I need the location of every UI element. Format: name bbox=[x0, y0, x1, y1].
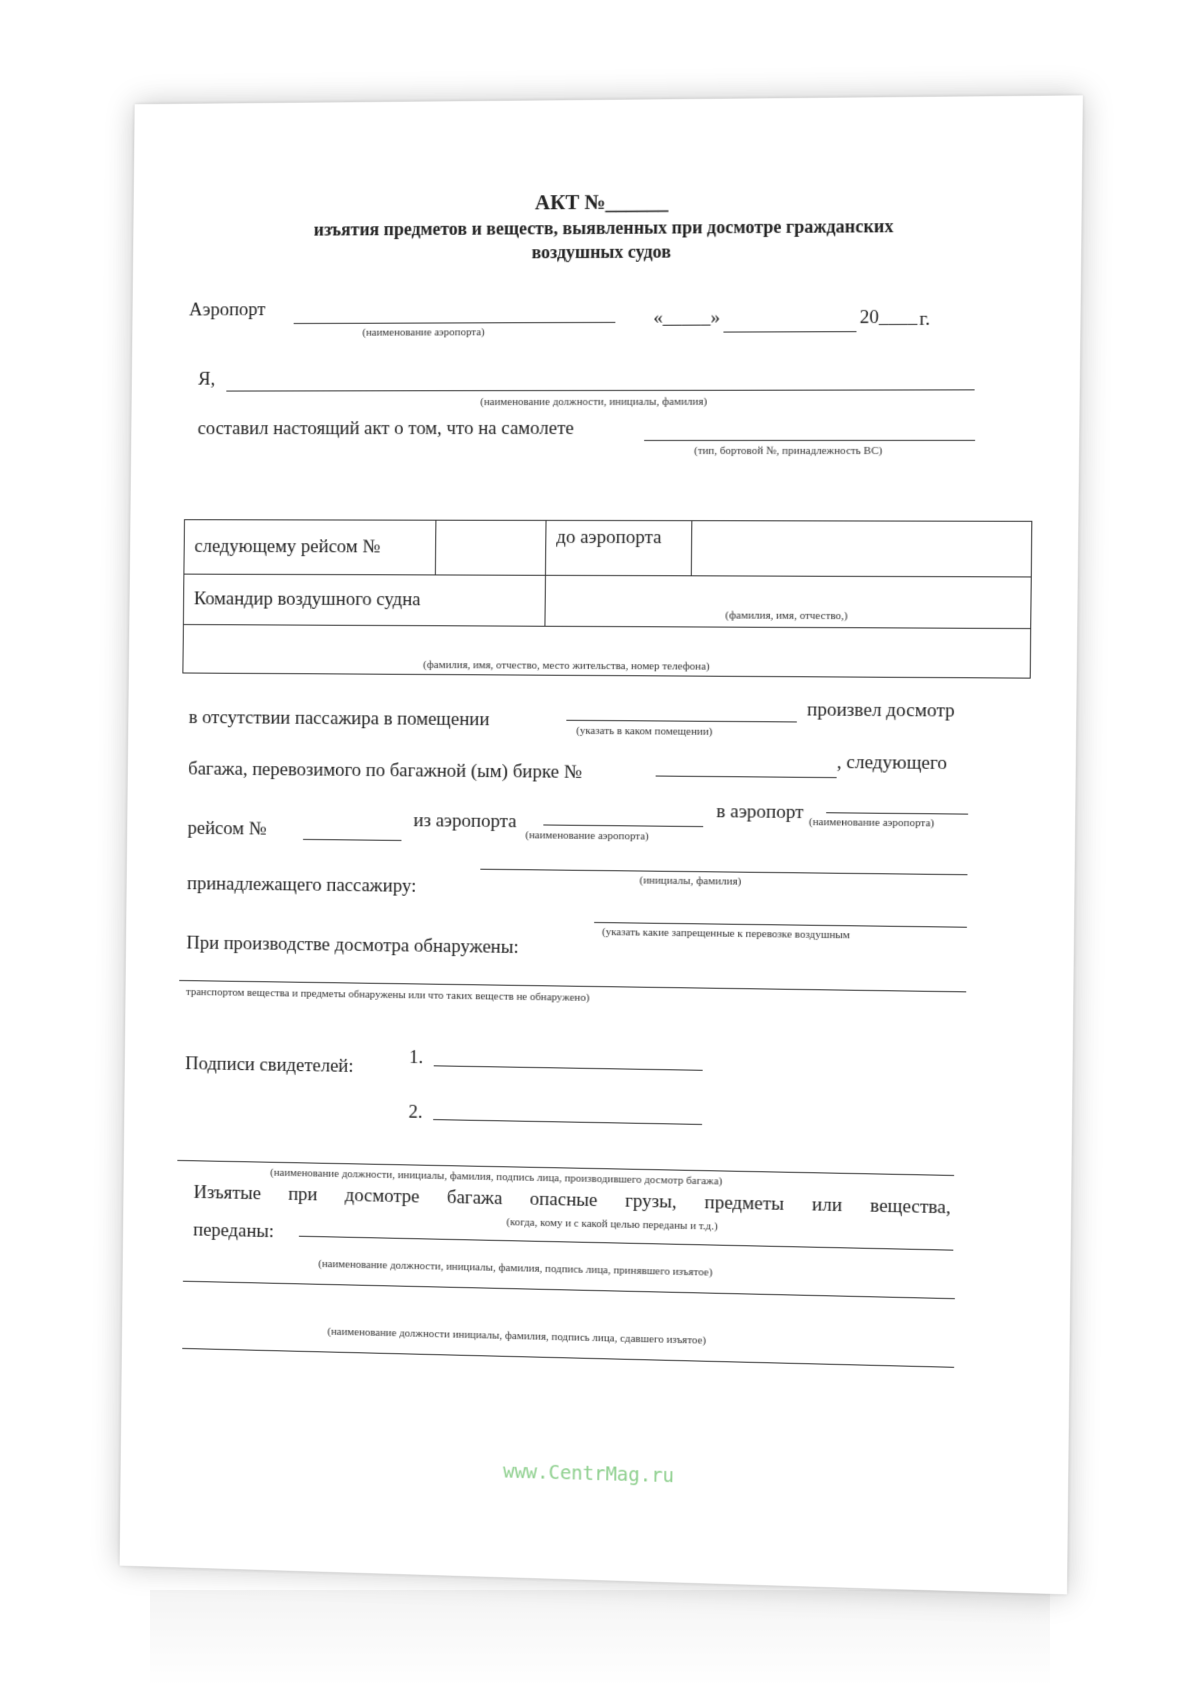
witness-2-line bbox=[433, 1119, 702, 1125]
found-caption-2: транспортом вещества и предметы обнаружены или что таких веществ не обнаружено) bbox=[185, 986, 590, 1004]
transferred-caption: (когда, кому и с какой целью переданы и т.д.) bbox=[506, 1216, 718, 1233]
me-line bbox=[226, 389, 974, 391]
seized-word: опасные bbox=[529, 1188, 598, 1212]
flight-number-label-cell bbox=[184, 520, 436, 575]
act-title: АКТ №______ bbox=[534, 189, 669, 215]
aircraft-caption: (тип, бортовой №, принадлежность ВС) bbox=[694, 444, 883, 458]
from-line bbox=[543, 824, 703, 827]
commander-caption: (фамилия, имя, отчество,) bbox=[725, 609, 848, 623]
giver-line bbox=[182, 1348, 954, 1368]
document-sheet bbox=[120, 95, 1083, 1594]
next-label: , следующего bbox=[836, 751, 948, 775]
airport-label: Аэропорт bbox=[188, 299, 266, 321]
witnesses-label: Подписи свидетелей: bbox=[185, 1053, 354, 1077]
destination-cell bbox=[691, 521, 1032, 577]
room-caption: (указать в каком помещении) bbox=[576, 724, 713, 738]
date-suffix: г. bbox=[919, 308, 931, 330]
transferred-label: переданы: bbox=[193, 1219, 275, 1243]
destination-label: до аэропорта bbox=[556, 526, 662, 549]
to-line bbox=[826, 812, 968, 814]
date-year: 20____ bbox=[859, 306, 918, 329]
witness-2-number: 2. bbox=[408, 1101, 423, 1123]
seized-word: или bbox=[811, 1194, 843, 1217]
from-label: из аэропорта bbox=[413, 810, 517, 833]
receiver-line bbox=[183, 1281, 955, 1299]
to-label: в аэропорт bbox=[716, 801, 804, 824]
seized-word: багажа bbox=[446, 1187, 503, 1210]
route-flight-label: рейсом № bbox=[187, 817, 267, 840]
seized-word: при bbox=[288, 1183, 318, 1206]
seized-word: досмотре bbox=[344, 1185, 420, 1208]
flight-table bbox=[182, 519, 1032, 678]
compiled-label: составил настоящий акт о том, что на самолете bbox=[197, 417, 575, 440]
seized-word: Изъятые bbox=[193, 1182, 262, 1205]
commander-label: Командир воздушного судна bbox=[193, 588, 421, 611]
seized-sentence bbox=[194, 1182, 951, 1219]
baggage-label: багажа, перевозимого по багажной (ым) бирке № bbox=[188, 758, 582, 783]
tag-line bbox=[656, 776, 837, 779]
me-caption: (наименование должности, инициалы, фамилия) bbox=[480, 395, 708, 409]
owner-label: принадлежащего пассажиру: bbox=[186, 873, 417, 897]
inspected-label: произвел досмотр bbox=[806, 699, 955, 722]
found-label: При производстве досмотра обнаружены: bbox=[186, 932, 519, 958]
date-day: «_____» bbox=[653, 307, 721, 329]
airport-caption: (наименование аэропорта) bbox=[362, 326, 485, 339]
destination-label-cell bbox=[545, 520, 691, 575]
receiver-caption: (наименование должности, инициалы, фамилия, подпись лица, принявшего изъятое) bbox=[318, 1257, 713, 1279]
person-caption: (фамилия, имя, отчество, место жительства, номер телефона) bbox=[422, 659, 710, 673]
inspector-caption: (наименование должности, инициалы, фамилия, подпись лица, производившего досмотр багажа) bbox=[270, 1166, 723, 1188]
room-line bbox=[566, 720, 797, 723]
from-caption: (наименование аэропорта) bbox=[525, 829, 649, 843]
route-flight-line bbox=[303, 839, 401, 841]
act-subtitle-line1: изъятия предметов и веществ, выявленных при досмотре гражданских bbox=[313, 216, 894, 240]
commander-label-cell bbox=[183, 574, 545, 626]
owner-line bbox=[480, 869, 967, 876]
commander-cell bbox=[545, 575, 1031, 628]
transferred-line bbox=[299, 1236, 953, 1251]
page-reflection bbox=[150, 1590, 1050, 1686]
watermark: www.CentrMag.ru bbox=[502, 1460, 675, 1488]
me-label: Я, bbox=[198, 368, 216, 390]
absent-label: в отсутствии пассажира в помещении bbox=[188, 707, 490, 731]
seized-word: вещества, bbox=[869, 1195, 951, 1219]
witness-1-number: 1. bbox=[408, 1047, 424, 1069]
seized-word: предметы bbox=[704, 1192, 785, 1215]
owner-caption: (инициалы, фамилия) bbox=[639, 874, 742, 888]
flight-number-cell bbox=[435, 520, 546, 575]
act-subtitle-line2: воздушных судов bbox=[531, 241, 672, 263]
aircraft-line bbox=[644, 440, 975, 441]
date-month-line bbox=[723, 331, 856, 332]
flight-number-label: следующему рейсом № bbox=[194, 536, 381, 558]
found-caption-1: (указать какие запрещенные к перевозке воздушным bbox=[601, 926, 850, 942]
witness-1-line bbox=[434, 1065, 703, 1070]
airport-line bbox=[294, 322, 616, 324]
to-caption: (наименование аэропорта) bbox=[808, 816, 935, 830]
seized-word: грузы, bbox=[625, 1190, 677, 1213]
giver-caption: (наименование должности инициалы, фамилия, подпись лица, сдавшего изъятое) bbox=[327, 1325, 707, 1347]
